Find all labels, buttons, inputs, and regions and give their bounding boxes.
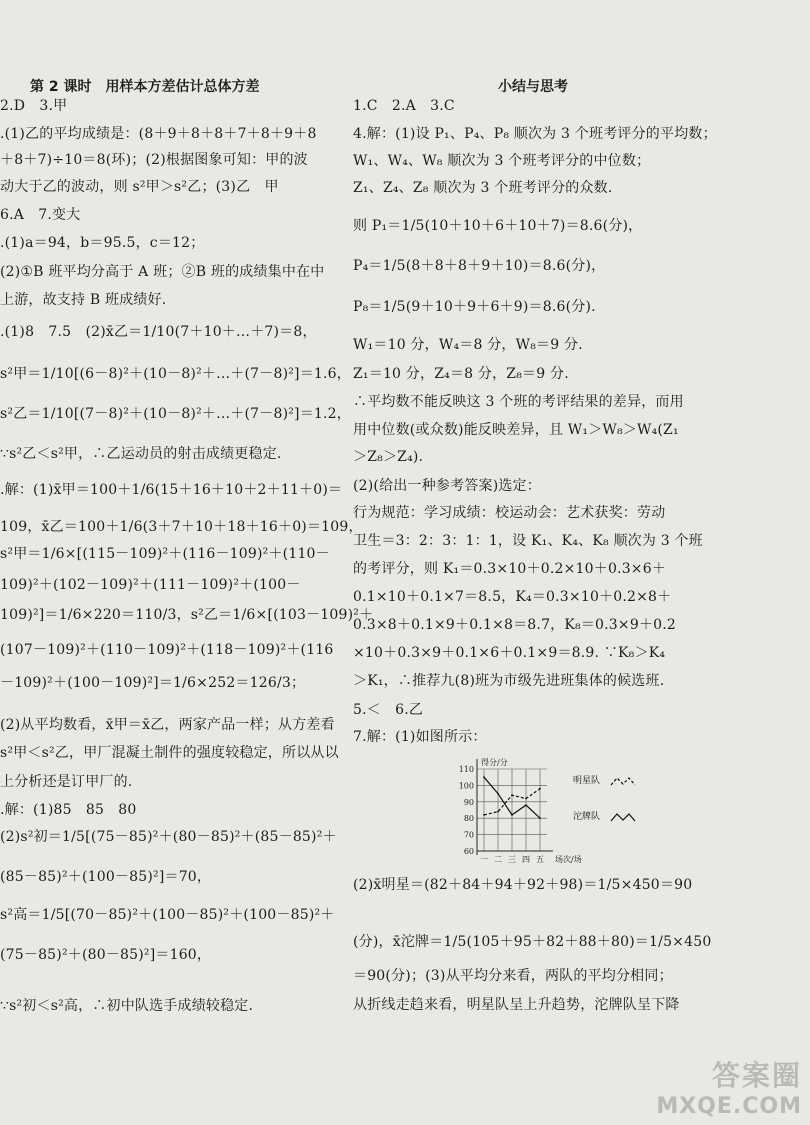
answer-line: s²乙＝1/10[(7－8)²＋(10－8)²＋…＋(7－8)²]＝1.2， [0,406,351,422]
answer-line: 的考评分，则 K₁＝0.3×10＋0.2×10＋0.3×6＋ [353,561,667,577]
watermark-logo: 答案圈 [711,1059,802,1092]
answer-line: s²甲＜s²乙，甲厂混凝土制件的强度较稳定，所以从以 [0,745,339,761]
right-heading: 小结与思考 [498,79,568,95]
answer-line: ∵s²乙＜s²甲，∴乙运动员的射击成绩更稳定. [0,446,282,462]
data-point [483,776,485,778]
answer-line: 0.1×10＋0.1×7＝8.5，K₄＝0.3×10＋0.2×8＋ [353,589,672,605]
y-tick-label: 100 [458,781,474,791]
answer-line: 2.D 3.甲 [0,98,68,114]
data-point [497,793,499,795]
answer-line: 从折线走趋来看，明星队呈上升趋势，沱牌队呈下降 [353,997,680,1013]
answer-line: (75－85)²＋(80－85)²]＝160， [0,947,212,963]
answer-line: ＞K₁，∴推荐九(8)班为市级先进班集体的候选班. [353,673,665,689]
answer-line: ∵s²初＜s²高，∴初中队选手成绩较稳定. [0,998,254,1014]
answer-line: －109)²＋(100－109)²]＝1/6×252＝126/3； [0,675,306,691]
answer-line: 5.＜ 6.乙 [353,702,424,718]
answer-line: 6.A 7.变大 [0,207,81,223]
data-point [539,817,541,819]
answer-line: .(1)8 7.5 (2)x̄乙＝1/10(7＋10＋…＋7)＝8， [0,324,317,340]
answer-line: s²甲＝1/6×[(115－109)²＋(116－109)²＋(110－ [0,546,330,562]
answer-line: ＞Z₈＞Z₄). [353,449,424,465]
answer-line: (2)①B 班平均分高于 A 班；②B 班的成绩集中在中 [0,264,325,280]
answer-line: 7.解：(1)如图所示： [353,729,487,745]
answer-line: .(1)乙的平均成绩是：(8＋9＋8＋8＋7＋8＋9＋8 [0,126,317,142]
legend-label: 沱牌队 [573,812,601,822]
answer-line: (2)(给出一种参考答案)选定： [353,478,541,494]
watermark-url: MXQE.COM [656,1094,802,1119]
answer-line: 4.解：(1)设 P₁、P₄、P₈ 顺次为 3 个班考评分的平均数； [353,126,717,142]
answer-line: Z₁＝10 分，Z₄＝8 分，Z₈＝9 分. [353,366,569,382]
y-tick-label: 110 [458,765,474,774]
answer-line: ＋8＋7)÷10＝8(环)；(2)根据图象可知：甲的波 [0,152,308,168]
answer-line: 卫生＝3：2：3：1：1，设 K₁、K₄、K₈ 顺次为 3 个班 [353,533,703,549]
answer-line: 109)²＋(102－109)²＋(111－109)²＋(100－ [0,577,301,593]
left-heading: 第 2 课时 用样本方差估计总体方差 [30,79,260,95]
data-point [483,814,485,816]
y-tick-label: 90 [463,797,474,807]
answer-line: s²甲＝1/10[(6－8)²＋(10－8)²＋…＋(7－8)²]＝1.6， [0,366,351,382]
data-point [511,794,513,796]
data-point [525,798,527,800]
score-line-chart [451,757,711,877]
x-tick-label: 五 [536,855,544,864]
answer-line: .(1)a＝94，b＝95.5，c＝12； [0,235,205,251]
answer-line: 0.3×8＋0.1×9＋0.1×8＝8.7，K₈＝0.3×9＋0.2 [353,617,677,633]
answer-line: 1.C 2.A 3.C [353,98,455,114]
data-point [539,788,541,790]
y-tick-label: 80 [463,814,474,824]
answer-line: (2)从平均数看，x̄甲＝x̄乙，两家产品一样；从方差看 [0,717,335,733]
answer-line: (2)s²初＝1/5[(75－85)²＋(80－85)²＋(85－85)²＋ [0,829,337,845]
x-tick-label: 二 [494,855,502,864]
answer-line: 用中位数(或众数)能反映差异，且 W₁＞W₈＞W₄(Z₁ [353,422,679,438]
chart-svg [451,757,711,877]
answer-line: (分)，x̄沱牌＝1/5(105＋95＋82＋88＋80)＝1/5×450 [353,934,712,950]
answer-line: 动大于乙的波动，则 s²甲＞s²乙；(3)乙 甲 [0,179,279,195]
x-tick-label: 一 [480,855,488,864]
x-tick-label: 四 [522,855,530,864]
answer-line: (107－109)²＋(110－109)²＋(118－109)²＋(116 [0,642,334,658]
data-point [511,814,513,816]
watermark [656,1054,802,1119]
answer-line: 上分析还是订甲厂的. [0,774,133,790]
answer-line: .解：(1)85 85 80 [0,802,137,818]
answer-line: P₈＝1/5(9＋10＋9＋6＋9)＝8.6(分). [353,299,596,315]
answer-line: W₁＝10 分，W₄＝8 分，W₈＝9 分. [353,337,583,353]
answer-line: 则 P₁＝1/5(10＋10＋6＋10＋7)＝8.6(分)， [353,218,643,234]
answer-line: ×10＋0.3×9＋0.1×6＋0.1×9＝8.9. ∵K₈＞K₄ [353,645,666,661]
answer-line: 109，x̄乙＝100＋1/6(3＋7＋10＋18＋16＋0)＝109， [0,519,363,535]
answer-line: (2)x̄明星＝(82＋84＋94＋92＋98)＝1/5×450＝90 [353,877,693,893]
y-tick-label: 70 [463,830,474,840]
answer-line: Z₁、Z₄、Z₈ 顺次为 3 个班考评分的众数. [353,180,613,196]
data-point [525,804,527,806]
answer-line: .解：(1)x̄甲＝100＋1/6(15＋16＋10＋2＋11＋0)＝ [0,482,343,498]
y-axis-label: 得分/分 [481,758,508,767]
answer-line: (85－85)²＋(100－85)²]＝70， [0,869,212,885]
x-tick-label: 三 [508,855,516,864]
answer-line: 109)²]＝1/6×220＝110/3，s²乙＝1/6×[(103－109)²＋ [0,607,374,623]
answer-line: s²高＝1/5[(70－85)²＋(100－85)²＋(100－85)²＋ [0,907,335,923]
answer-line: 行为规范：学习成绩：校运动会：艺术获奖：劳动 [353,505,666,521]
legend-label: 明星队 [573,776,601,786]
x-axis-label: 场次/场 [555,855,582,864]
answer-line: W₁、W₄、W₈ 顺次为 3 个班考评分的中位数； [353,153,651,169]
legend-swatch [611,814,635,821]
answer-line: ＝90(分)；(3)从平均分来看，两队的平均分相同； [353,968,673,984]
answer-line: P₄＝1/5(8＋8＋8＋9＋10)＝8.6(分)， [353,258,606,274]
answer-line: 上游，故支持 B 班成绩好. [0,292,167,308]
y-tick-label: 60 [463,847,474,856]
answer-line: ∴平均数不能反映这 3 个班的考评结果的差异，而用 [353,394,684,410]
data-point [497,811,499,813]
legend-swatch [611,778,635,785]
